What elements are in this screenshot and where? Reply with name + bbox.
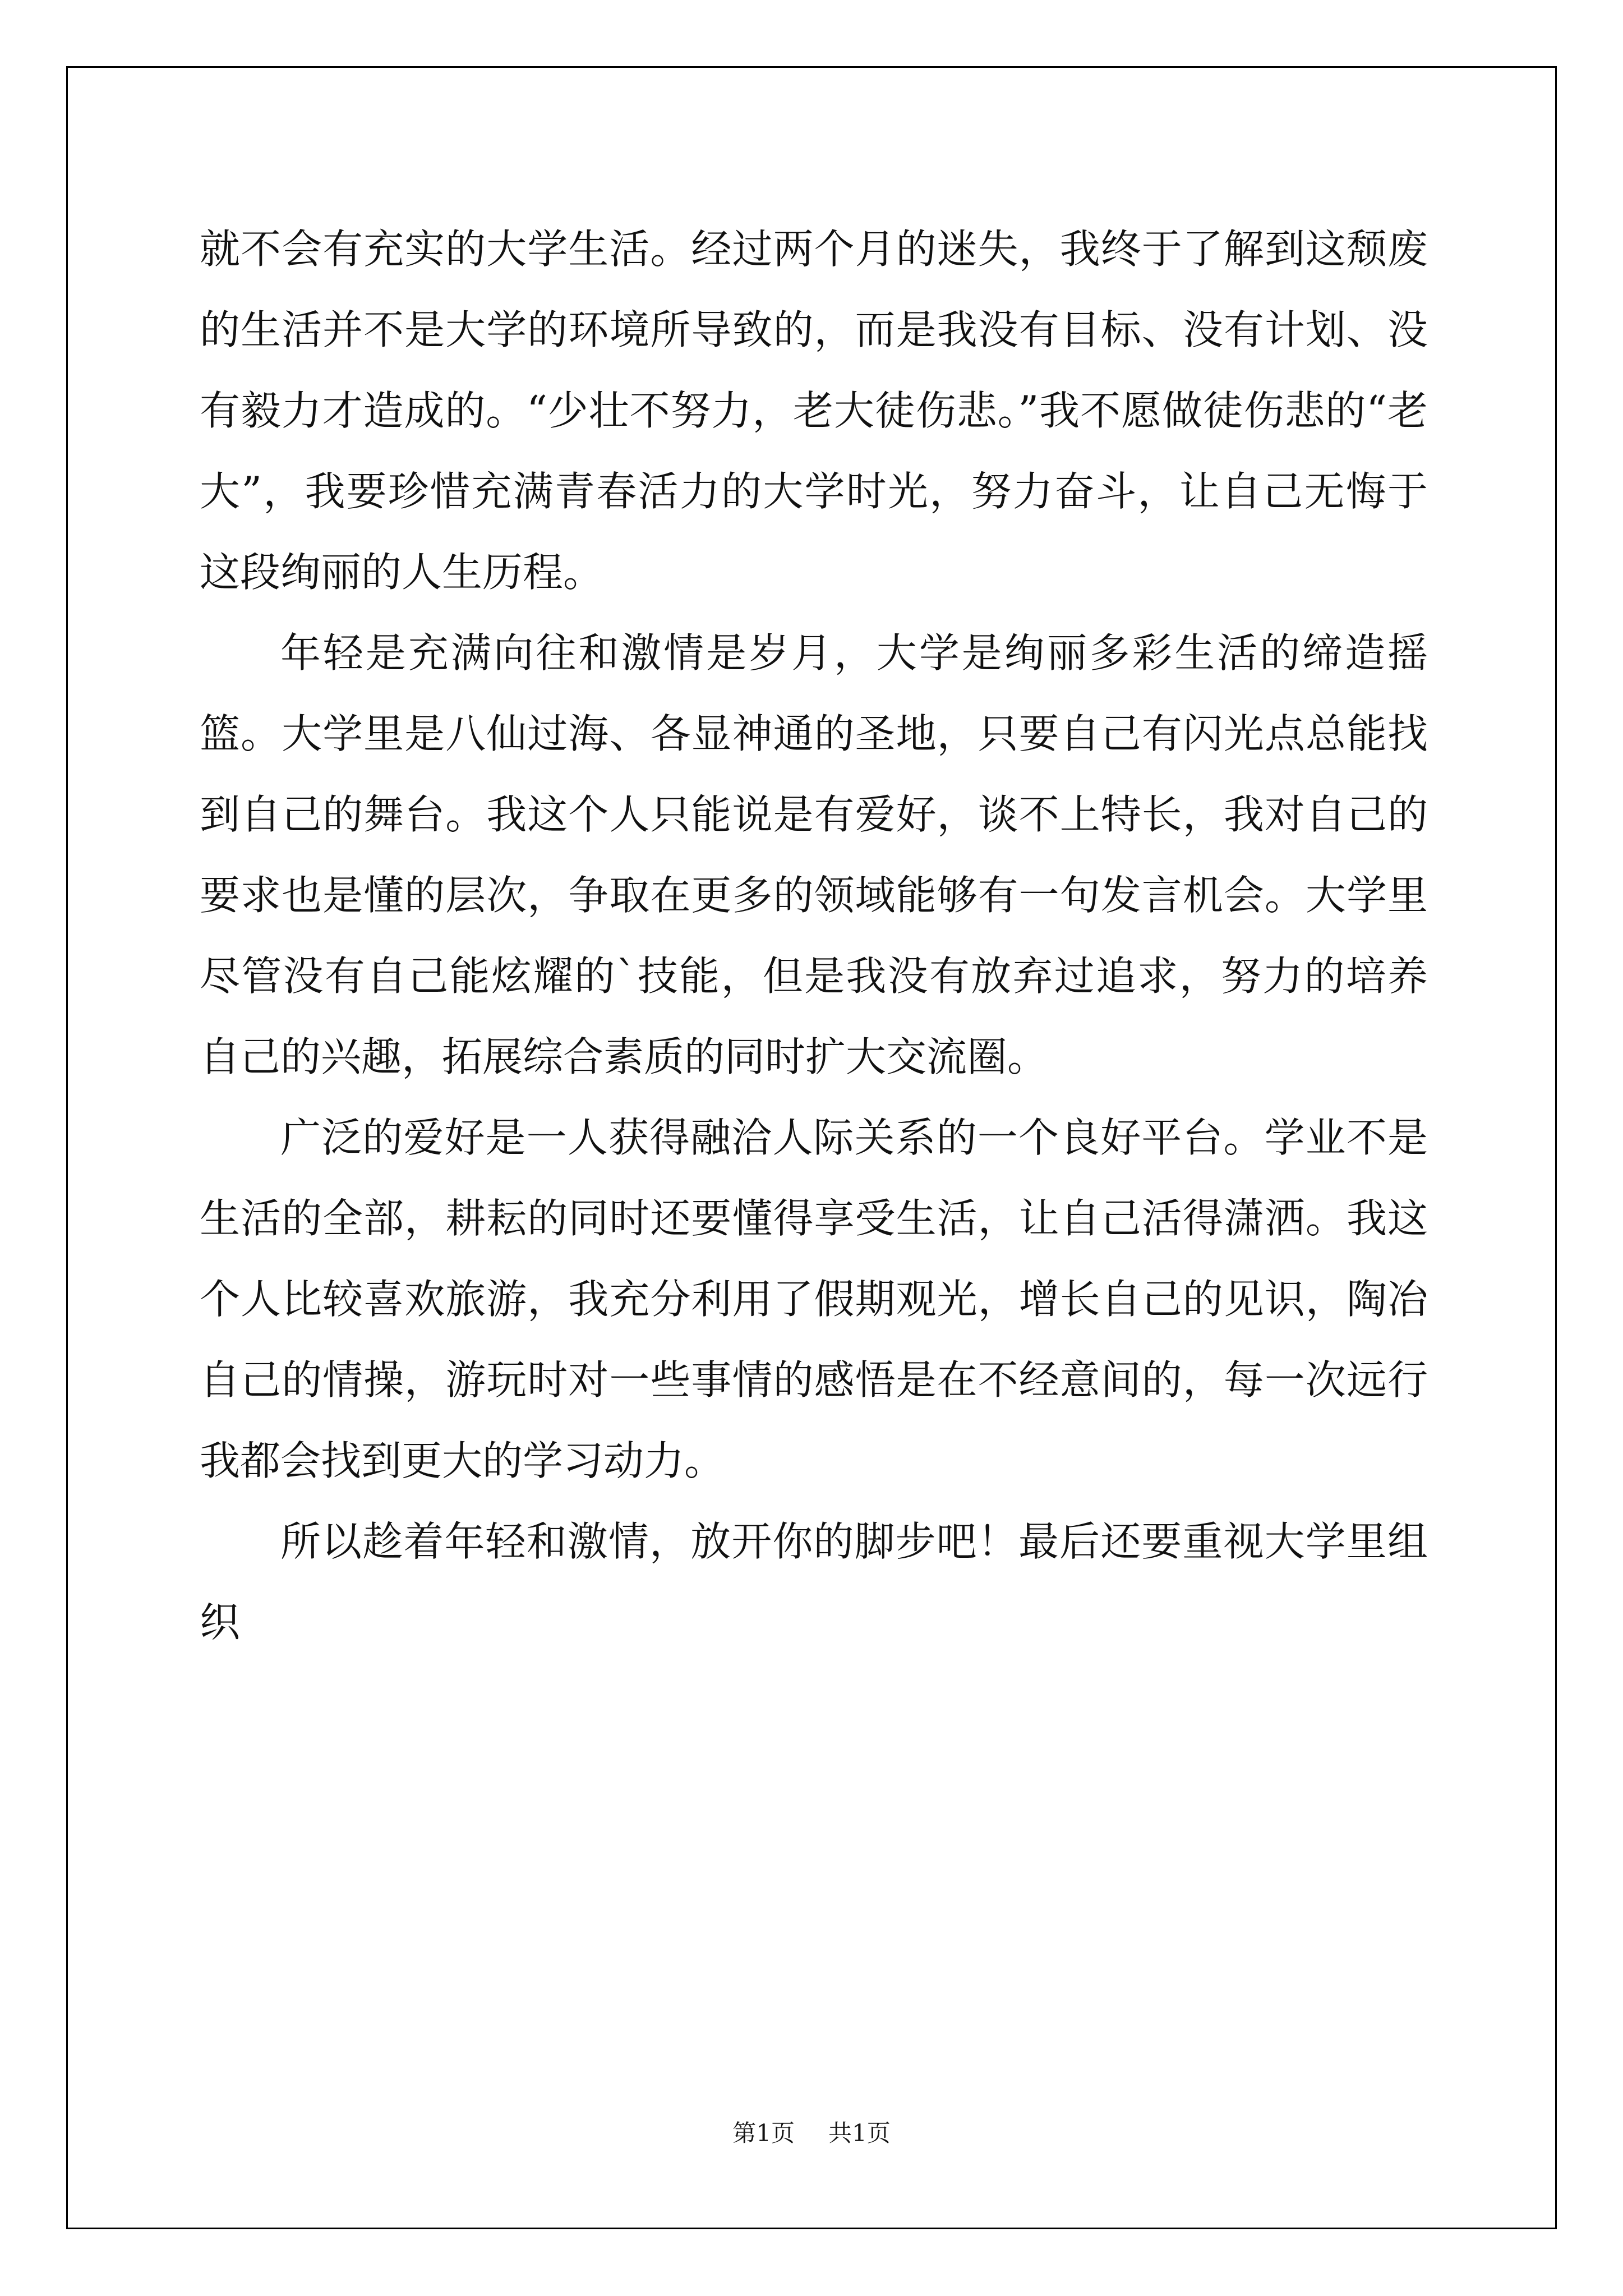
paragraph-4: 所以趁着年轻和激情，放开你的脚步吧！最后还要重视大学里组织 [200, 1518, 1428, 1646]
page-number-total: 共1页 [828, 2119, 891, 2147]
document-body [200, 209, 1428, 1663]
paragraph-1: 就不会有充实的大学生活。经过两个月的迷失，我终于了解到这颓废的生活并不是大学的环境所导致的，而是我没有目标、没有计划、没有毅力才造成的。“少壮不努力，老大徒伤悲。”我不愿做徒伤悲的“老大”，我要珍惜充满青春活力的大学时光，努力奋斗，让自己无悔于这段绚丽的人生历程。 [200, 226, 1428, 596]
paragraph-2: 年轻是充满向往和激情是岁月，大学是绚丽多彩生活的缔造摇篮。大学里是八仙过海、各显神通的圣地，只要自己有闪光点总能找到自己的舞台。我这个人只能说是有爱好，谈不上特长，我对自己的要求也是懂的层次，争取在更多的领域能够有一句发言机会。大学里尽管没有自己能炫耀的`技能，但是我没有放弃过追求，努力的培养自己的兴趣，拓展综合素质的同时扩大交流圈。 [200, 629, 1428, 1080]
page-number-current: 第1页 [732, 2119, 795, 2147]
paragraph-3: 广泛的爱好是一人获得融洽人际关系的一个良好平台。学业不是生活的全部，耕耘的同时还要懂得享受生活，让自己活得潇洒。我这个人比较喜欢旅游，我充分利用了假期观光，增长自己的见识，陶冶自己的情操，游玩时对一些事情的感悟是在不经意间的，每一次远行我都会找到更大的学习动力。 [200, 1114, 1428, 1484]
page-footer [0, 2115, 1623, 2148]
